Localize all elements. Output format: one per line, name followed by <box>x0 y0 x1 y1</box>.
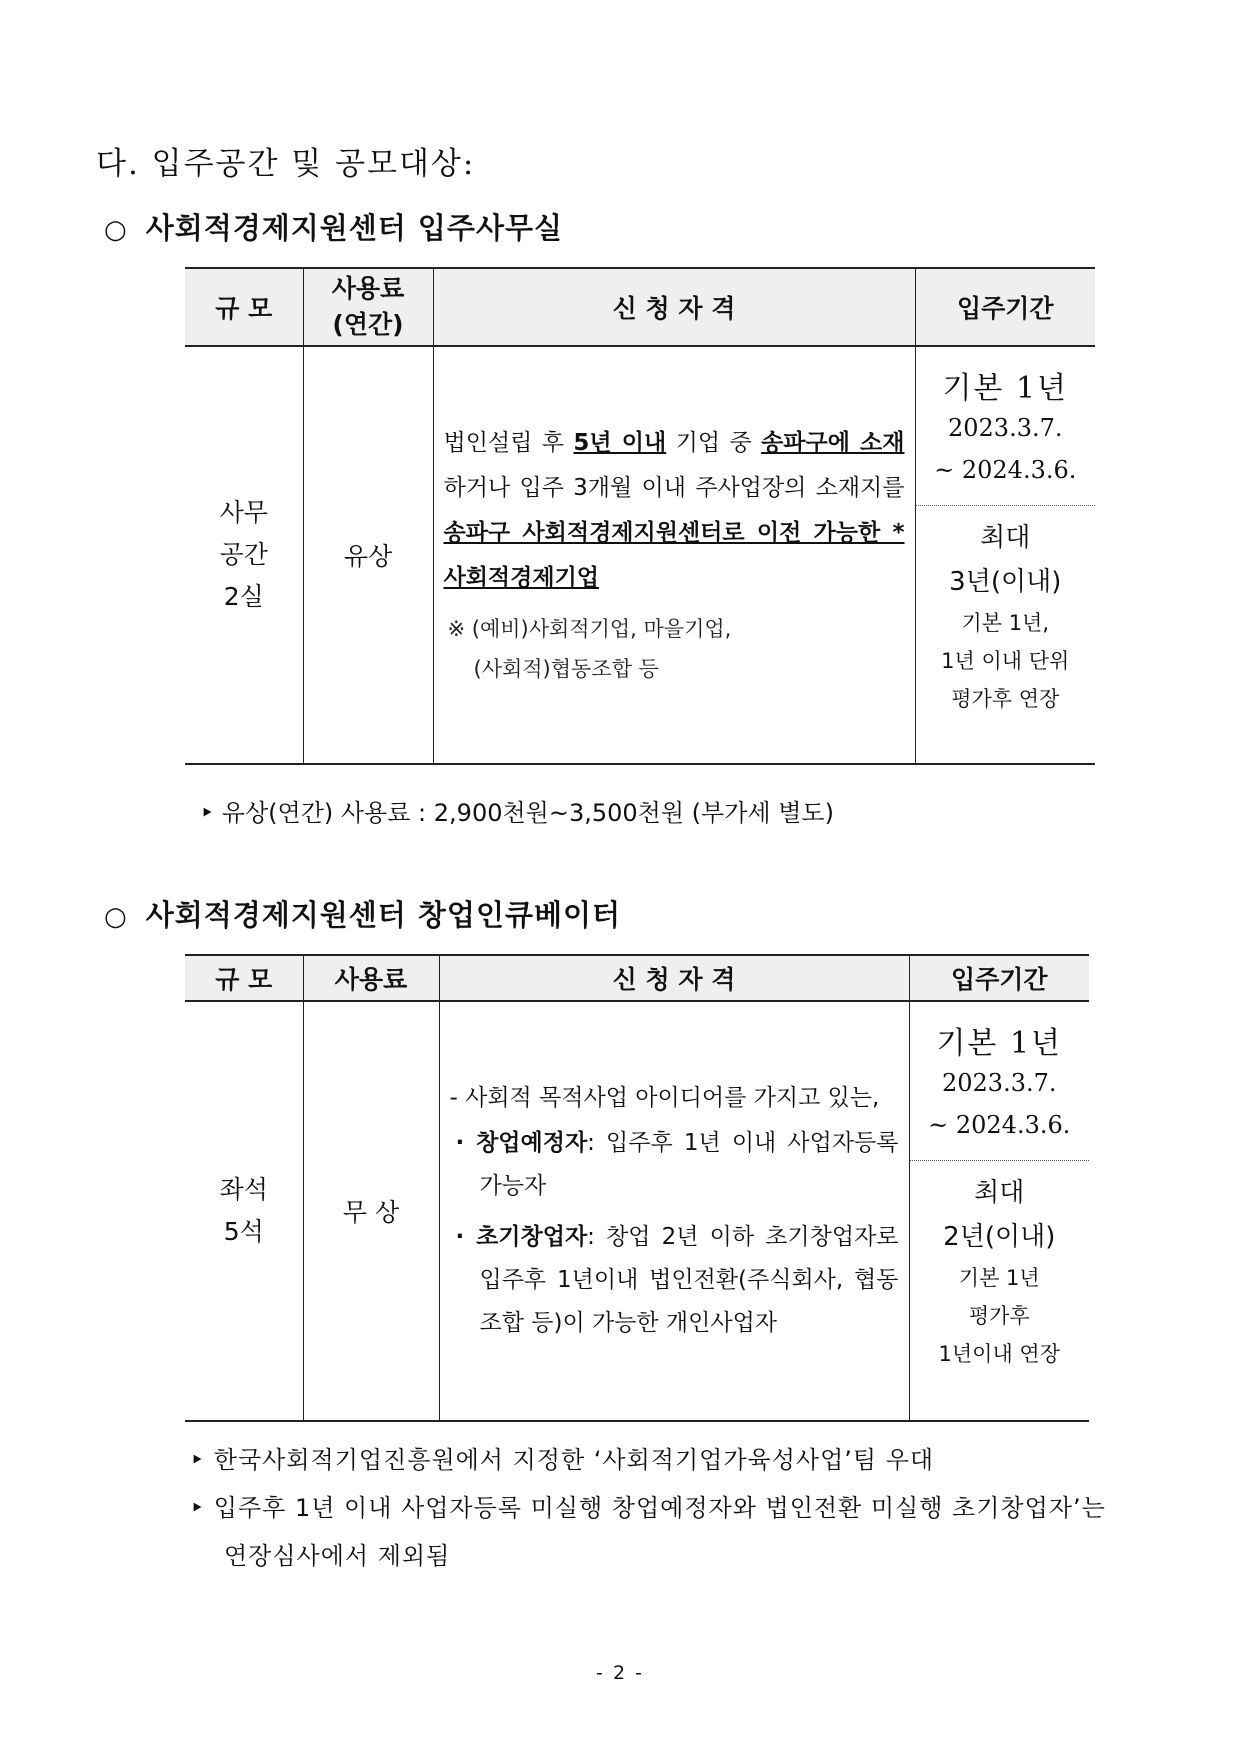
qual-underlined: 5년 이내 <box>573 430 667 456</box>
header-size: 규 모 <box>185 268 303 346</box>
office-period-cell <box>915 346 1095 764</box>
qual-text: 하거나 입주 3개월 이내 주사업장의 소재지를 <box>443 475 905 501</box>
qual-intro: - 사회적 목적사업 아이디어를 가지고 있는, <box>449 1085 880 1111</box>
size-line: 공간 <box>219 540 268 569</box>
qual-underlined: 송파구 사회적경제지원센터로 이전 가능한 * 사회적경제기업 <box>443 520 905 591</box>
header-fee-line2: (연간) <box>332 310 404 339</box>
section-heading: 다. 입주공간 및 공모대상: <box>96 146 476 182</box>
office-table-row <box>185 346 1095 764</box>
qual-item-founder <box>450 1122 899 1208</box>
size-line: 2실 <box>223 582 264 611</box>
office-table-header-row <box>185 268 1095 346</box>
note-line: (사회적)협동조합 등 <box>473 657 659 681</box>
incubator-note: ‣ 입주후 1년 이내 사업자등록 미실행 창업예정자와 법인전환 미실행 초기창업자’는 연장심사에서 제외됨 <box>190 1494 1106 1570</box>
size-line: 사무 <box>219 498 268 527</box>
qual-item-early-startup <box>450 1216 899 1345</box>
period-max-value: 3년(이내) <box>949 567 1062 597</box>
incubator-period-basic <box>910 1002 1090 1161</box>
qual-item-label: · 초기창업자 <box>455 1224 588 1250</box>
period-detail: 1년이내 연장 <box>938 1342 1060 1366</box>
period-date-to: ~ 2024.3.6. <box>928 1111 1071 1139</box>
office-qualification-cell <box>433 346 915 764</box>
qual-text: 법인설립 후 <box>443 430 574 456</box>
incubator-fee-cell: 무 상 <box>303 1001 439 1421</box>
header-period: 입주기간 <box>909 955 1089 1001</box>
incubator-period-max <box>910 1161 1090 1373</box>
incubator-period-cell <box>909 1001 1089 1421</box>
incubator-qualification-text <box>440 1077 909 1345</box>
note-line: ※ (예비)사회적기업, 마을기업, <box>447 617 732 641</box>
header-fee-line1: 사용료 <box>331 274 405 303</box>
header-period: 입주기간 <box>915 268 1095 346</box>
period-detail: 평가후 연장 <box>951 687 1060 711</box>
incubator-title-text: 사회적경제지원센터 창업인큐베이터 <box>145 898 622 932</box>
qual-item-label: · 창업예정자 <box>455 1130 588 1156</box>
office-qualification-note <box>434 609 915 689</box>
period-basic: 기본 1년 <box>936 1026 1063 1061</box>
incubator-notes <box>190 1436 1130 1580</box>
office-section-title <box>104 206 563 247</box>
period-basic: 기본 1년 <box>942 371 1069 406</box>
incubator-size-cell <box>185 1001 303 1421</box>
header-qualification: 신 청 자 격 <box>433 268 915 346</box>
office-qualification-text <box>434 421 915 601</box>
office-table <box>185 267 1095 765</box>
size-line: 5석 <box>223 1217 264 1246</box>
period-date-from: 2023.3.7. <box>947 414 1063 442</box>
period-date-to: ~ 2024.3.6. <box>934 456 1077 484</box>
office-fee-cell: 유상 <box>303 346 433 764</box>
header-qualification: 신 청 자 격 <box>439 955 909 1001</box>
qual-item-text: : 창업 2년 이하 초기창업자로 입주후 1년이내 법인전환(주식회사, 협동조합 등)이 가능한 개인사업자 <box>479 1224 899 1336</box>
period-detail: 1년 이내 단위 <box>941 649 1070 673</box>
period-detail: 기본 1년, <box>961 611 1050 635</box>
period-detail: 기본 1년 <box>958 1266 1040 1290</box>
qual-item-text: : 입주후 1년 이내 사업자등록 가능자 <box>479 1130 899 1199</box>
qual-text: 기업 중 <box>666 430 762 456</box>
header-size: 규 모 <box>185 955 303 1001</box>
period-detail: 평가후 <box>968 1304 1030 1328</box>
period-max-label: 최대 <box>980 523 1031 553</box>
circle-bullet-icon: ○ <box>104 215 128 245</box>
office-period-basic <box>916 347 1096 506</box>
period-max-label: 최대 <box>974 1178 1025 1208</box>
header-fee <box>303 268 433 346</box>
office-size-cell <box>185 346 303 764</box>
office-period-max <box>916 506 1096 718</box>
incubator-qualification-cell <box>439 1001 909 1421</box>
office-title-text: 사회적경제지원센터 입주사무실 <box>145 211 563 245</box>
qual-underlined: 송파구에 소재 <box>761 430 905 456</box>
incubator-section-title <box>104 893 621 934</box>
office-fee-note: ‣ 유상(연간) 사용료 : 2,900천원~3,500천원 (부가세 별도) <box>200 799 834 827</box>
header-fee: 사용료 <box>303 955 439 1001</box>
size-line: 좌석 <box>219 1175 268 1204</box>
incubator-table <box>185 954 1089 1422</box>
period-max-value: 2년(이내) <box>943 1222 1056 1252</box>
incubator-table-row <box>185 1001 1089 1421</box>
incubator-note: ‣ 한국사회적기업진흥원에서 지정한 ‘사회적기업가육성사업’팀 우대 <box>190 1446 935 1474</box>
incubator-table-header-row <box>185 955 1089 1001</box>
period-date-from: 2023.3.7. <box>941 1069 1057 1097</box>
circle-bullet-icon: ○ <box>104 902 128 932</box>
page-number: - 2 - <box>596 1662 644 1684</box>
